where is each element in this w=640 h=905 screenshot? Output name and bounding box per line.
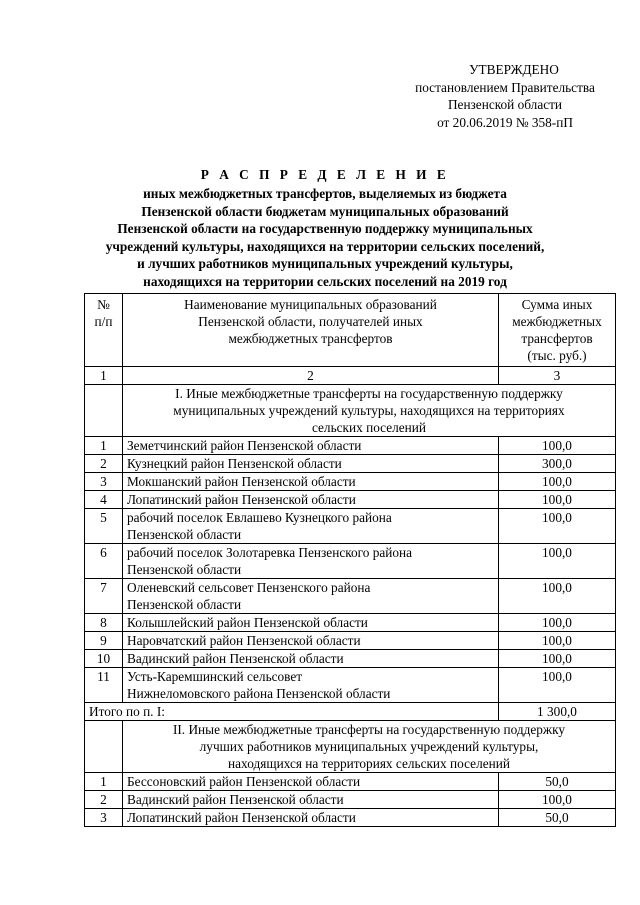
table-header-row xyxy=(85,294,616,367)
row-number: 9 xyxy=(85,632,123,650)
row-number: 3 xyxy=(85,473,123,491)
row-number: 1 xyxy=(85,437,123,455)
section2-rows xyxy=(85,773,616,827)
approval-line: постановлением Правительства xyxy=(415,79,595,95)
row-sum: 100,0 xyxy=(499,632,616,650)
row-number: 1 xyxy=(85,773,123,791)
table-row xyxy=(85,791,616,809)
total-row xyxy=(85,703,616,721)
row-number: 7 xyxy=(85,579,123,614)
row-name-line: Вадинский район Пензенской области xyxy=(127,792,344,807)
row-sum: 100,0 xyxy=(499,579,616,614)
section1-title: I. Иные межбюджетные трансферты на государственную поддержку муниципальных учреждений культуры, находящихся на территориях сельских поселений xyxy=(123,385,616,437)
table-row xyxy=(85,579,616,614)
document-title xyxy=(60,166,590,290)
header-sum: Сумма иных межбюджетных трансфертов (тыс. руб.) xyxy=(499,294,616,367)
row-sum: 100,0 xyxy=(499,491,616,509)
table-row xyxy=(85,809,616,827)
row-name-line: Наровчатский район Пензенской области xyxy=(127,633,361,648)
table-row xyxy=(85,437,616,455)
row-name-line: рабочий поселок Золотаревка Пензенского района xyxy=(127,545,413,560)
approval-line: Пензенской области xyxy=(447,97,563,112)
row-sum: 50,0 xyxy=(499,773,616,791)
row-name-line: Кузнецкий район Пензенской области xyxy=(127,456,342,471)
row-name xyxy=(123,632,499,650)
row-name-line: Лопатинский район Пензенской области xyxy=(127,810,356,825)
row-sum: 100,0 xyxy=(499,544,616,579)
row-name xyxy=(123,809,499,827)
row-number: 5 xyxy=(85,509,123,544)
col-number: 3 xyxy=(499,367,616,385)
total-value: 1 300,0 xyxy=(499,703,616,721)
row-name-line: Колышлейский район Пензенской области xyxy=(127,615,368,630)
row-name xyxy=(123,509,499,544)
title-heading: Р А С П Р Е Д Е Л Е Н И Е xyxy=(200,167,450,182)
row-sum: 50,0 xyxy=(499,809,616,827)
approval-date: от 20.06.2019 № 358-пП xyxy=(437,114,573,130)
section-title-row xyxy=(85,721,616,773)
title-line: находящихся на территории сельских поселений на 2019 год xyxy=(143,273,507,289)
row-name xyxy=(123,614,499,632)
row-sum: 100,0 xyxy=(499,614,616,632)
title-line: Пензенской области бюджетам муниципальных образований xyxy=(141,203,509,219)
title-line: иных межбюджетных трансфертов, выделяемых из бюджета xyxy=(143,186,507,201)
table-row xyxy=(85,614,616,632)
row-name xyxy=(123,791,499,809)
row-name-line: рабочий поселок Евлашево Кузнецкого района xyxy=(127,510,392,525)
row-name xyxy=(123,668,499,703)
row-name-line: Мокшанский район Пензенской области xyxy=(127,474,356,489)
row-name-line: Пензенской области xyxy=(127,562,242,577)
row-number: 8 xyxy=(85,614,123,632)
row-name-line: Пензенской области xyxy=(127,597,242,612)
row-number: 10 xyxy=(85,650,123,668)
row-name xyxy=(123,455,499,473)
table-row xyxy=(85,473,616,491)
row-number: 11 xyxy=(85,668,123,703)
column-number-row xyxy=(85,367,616,385)
section1-rows xyxy=(85,437,616,703)
table-row xyxy=(85,632,616,650)
table-row xyxy=(85,650,616,668)
row-name-line: Нижнеломовского района Пензенской области xyxy=(127,686,391,701)
row-name xyxy=(123,579,499,614)
table-row xyxy=(85,668,616,703)
row-sum: 300,0 xyxy=(499,455,616,473)
distribution-table xyxy=(84,293,616,827)
row-number: 3 xyxy=(85,809,123,827)
row-name-line: Земетчинский район Пензенской области xyxy=(127,438,362,453)
row-name xyxy=(123,773,499,791)
row-name-line: Оленевский сельсовет Пензенского района xyxy=(127,580,371,595)
title-line: и лучших работников муниципальных учреждений культуры, xyxy=(137,256,513,271)
row-name-line: Лопатинский район Пензенской области xyxy=(127,492,356,507)
row-sum: 100,0 xyxy=(499,509,616,544)
table-row xyxy=(85,455,616,473)
header-name: Наименование муниципальных образований Пензенской области, получателей иных межбюджетных трансфертов xyxy=(123,294,499,367)
row-number: 2 xyxy=(85,455,123,473)
row-name-line: Бессоновский район Пензенской области xyxy=(127,774,361,789)
row-number: 6 xyxy=(85,544,123,579)
title-line: Пензенской области на государственную поддержку муниципальных xyxy=(117,221,533,236)
total-label: Итого по п. I: xyxy=(85,703,499,721)
row-name xyxy=(123,473,499,491)
header-num: № п/п xyxy=(85,294,123,367)
row-name xyxy=(123,544,499,579)
col-number: 2 xyxy=(123,367,499,385)
row-number: 2 xyxy=(85,791,123,809)
row-name-line: Пензенской области xyxy=(127,527,242,542)
row-number: 4 xyxy=(85,491,123,509)
table-row xyxy=(85,509,616,544)
title-line: учреждений культуры, находящихся на территории сельских поселений, xyxy=(105,238,545,254)
row-sum: 100,0 xyxy=(499,473,616,491)
table-row xyxy=(85,491,616,509)
row-name xyxy=(123,491,499,509)
row-name xyxy=(123,437,499,455)
approval-stamp xyxy=(395,61,615,131)
row-sum: 100,0 xyxy=(499,791,616,809)
row-name-line: Усть-Каремшинский сельсовет xyxy=(127,669,303,684)
row-name-line: Вадинский район Пензенской области xyxy=(127,651,344,666)
table-row xyxy=(85,773,616,791)
col-number: 1 xyxy=(85,367,123,385)
approval-title: УТВЕРЖДЕНО xyxy=(469,62,559,77)
section2-title: II. Иные межбюджетные трансферты на государственную поддержку лучших работников муниципальных учреждений культуры, находящихся на территориях сельских поселений xyxy=(123,721,616,773)
row-sum: 100,0 xyxy=(499,650,616,668)
row-name xyxy=(123,650,499,668)
section-title-row xyxy=(85,385,616,437)
table-row xyxy=(85,544,616,579)
row-sum: 100,0 xyxy=(499,437,616,455)
row-sum: 100,0 xyxy=(499,668,616,703)
